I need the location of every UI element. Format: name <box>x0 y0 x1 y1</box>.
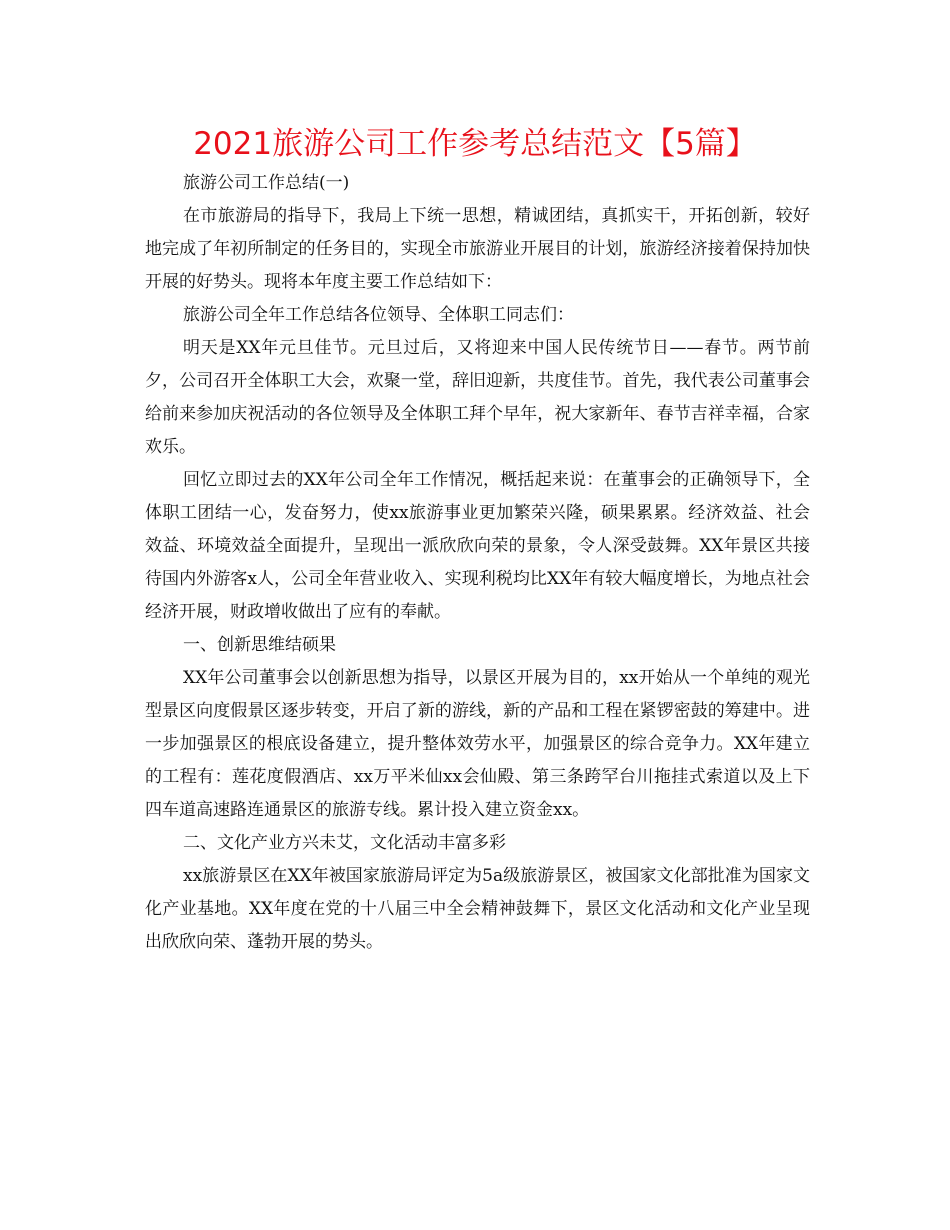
document-title: 2021旅游公司工作参考总结范文【5篇】 <box>193 126 757 162</box>
section-heading-summary-one: 旅游公司工作总结(一) <box>183 173 350 193</box>
paragraph-review: 回忆立即过去的XX年公司全年工作情况，概括起来说：在董事会的正确领导下，全体职工团结一心，发奋努力，使xx旅游事业更加繁荣兴隆，硕果累累。经济效益、社会效益、环境效益全面提升，呈现出一派欣欣向荣的景象，令人深受鼓舞。XX年景区共接待国内外游客x人，公司全年营业收入、实现利税均比XX年有较大幅度增长，为地点社会经济开展，财政增收做出了应有的奉献。 <box>145 470 810 622</box>
paragraph-culture: xx旅游景区在XX年被国家旅游局评定为5a级旅游景区，被国家文化部批准为国家文化产业基地。XX年度在党的十八届三中全会精神鼓舞下，景区文化活动和文化产业呈现出欣欣向荣、蓬勃开展的势头。 <box>145 866 810 952</box>
document-body <box>145 168 810 959</box>
paragraph-intro: 在市旅游局的指导下，我局上下统一思想，精诚团结，真抓实干，开拓创新，较好地完成了年初所制定的任务目的，实现全市旅游业开展目的计划，旅游经济接着保持加快开展的好势头。现将本年度主要工作总结如下： <box>145 206 810 292</box>
section-heading-innovation: 一、创新思维结硕果 <box>183 635 336 655</box>
paragraph-new-year: 明天是XX年元旦佳节。元旦过后，又将迎来中国人民传统节日——春节。两节前夕，公司召开全体职工大会，欢聚一堂，辞旧迎新，共度佳节。首先，我代表公司董事会给前来参加庆祝活动的各位领导及全体职工拜个早年，祝大家新年、春节吉祥幸福，合家欢乐。 <box>145 338 810 457</box>
section-heading-culture: 二、文化产业方兴未艾，文化活动丰富多彩 <box>183 833 506 853</box>
paragraph-innovation: XX年公司董事会以创新思想为指导，以景区开展为目的，xx开始从一个单纯的观光型景区向度假景区逐步转变，开启了新的游线，新的产品和工程在紧锣密鼓的筹建中。进一步加强景区的根底设备建立，提升整体效劳水平，加强景区的综合竞争力。XX年建立的工程有：莲花度假酒店、xx万平米仙xx会仙殿、第三条跨罕台川拖挂式索道以及上下四车道高速路连通景区的旅游专线。累计投入建立资金xx。 <box>145 668 810 820</box>
paragraph-salutation: 旅游公司全年工作总结各位领导、全体职工同志们： <box>183 305 574 325</box>
